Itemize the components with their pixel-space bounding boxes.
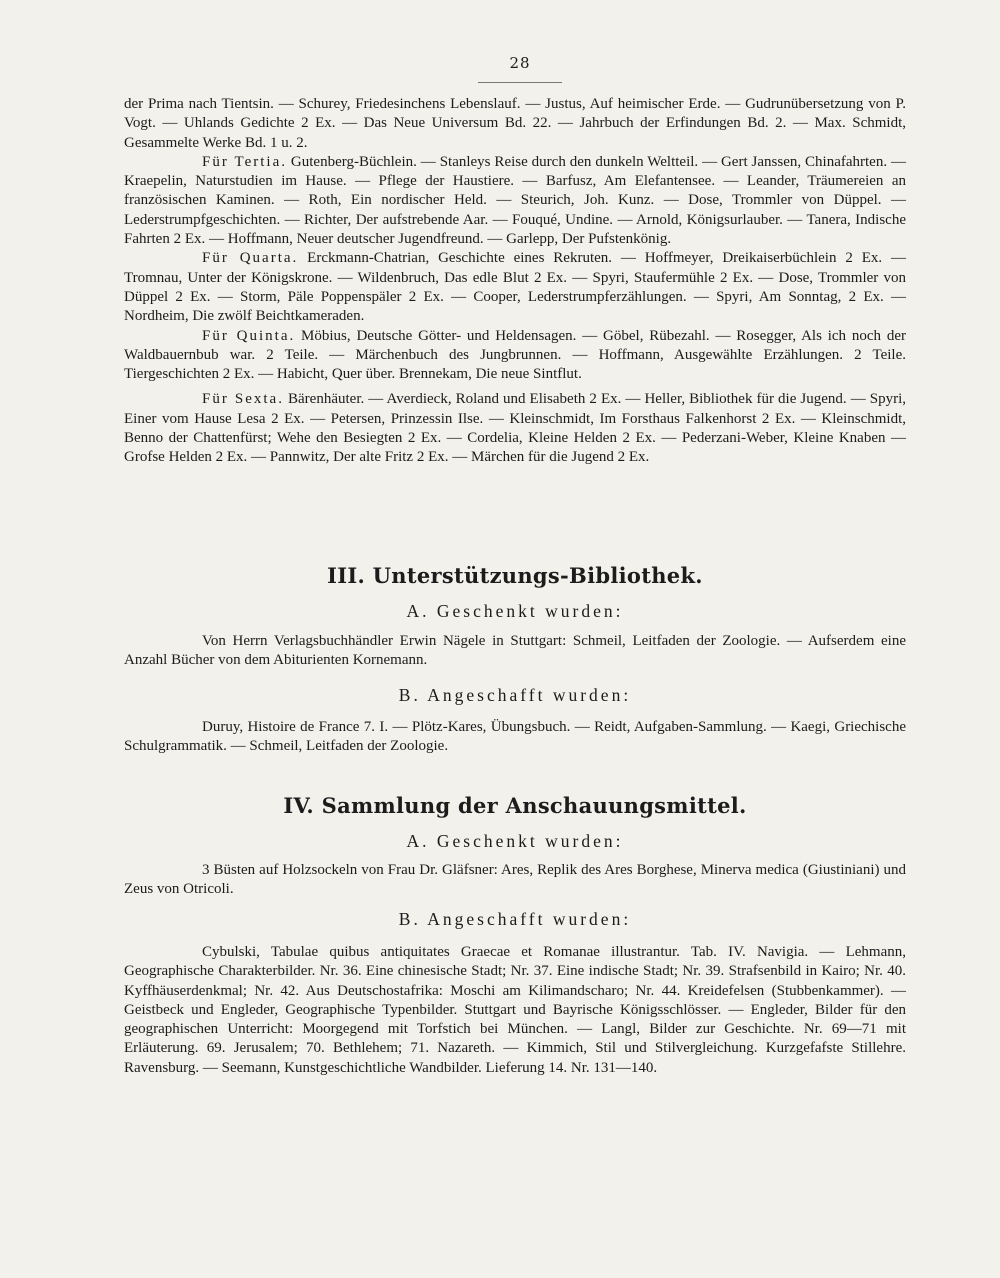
- reading-list: [124, 95, 906, 468]
- sexta-paragraph: [124, 390, 906, 467]
- quinta-paragraph: [124, 327, 906, 385]
- sexta-text: Bärenhäuter. — Averdieck, Roland und Elisabeth 2 Ex. — Heller, Bibliothek für die Jugend. — Spyri, Einer vom Hause Lesa 2 Ex. — Petersen, Prinzessin Ilse. — Kleinschmidt, Im Forsthaus Falkenhorst 2 Ex. — Kleinschmidt, Benno der Chattenfürst; Wehe den Besiegten 2 Ex. — Cordelia, Kleine Helden 2 Ex. — Pederzani-Weber, Kleine Knaben — Grofse Helden 2 Ex. — Pannwitz, Der alte Fritz 2 Ex. — Märchen für die Jugend 2 Ex.: [124, 391, 906, 466]
- page-number: 28: [509, 54, 531, 72]
- section-iv-gifts-text: 3 Büsten auf Holzsockeln von Frau Dr. Gläfsner: Ares, Replik des Ares Borghese, Minerva medica (Giustiniani) und Zeus von Otricoli.: [124, 862, 906, 898]
- tertia-paragraph: [124, 153, 906, 249]
- section-iii-gifts-heading: A. Geschenkt wurden:: [406, 601, 624, 621]
- section-iv-gifts-heading: A. Geschenkt wurden:: [406, 831, 624, 851]
- section-iv-purchases-block: [124, 943, 906, 1078]
- page-number-rule: [478, 82, 562, 83]
- section-iv-purchases-heading: B. Angeschafft wurden:: [398, 909, 632, 929]
- section-iii-gifts-block: [124, 632, 906, 671]
- prima-continued-paragraph: der Prima nach Tientsin. — Schurey, Friedesinchens Lebenslauf. — Justus, Auf heimischer Erde. — Gudrunübersetzung von P. Vogt. — Uhlands Gedichte 2 Ex. — Das Neue Universum Bd. 22. — Jahrbuch der Erfindungen Bd. 2. — Max. Schmidt, Gesammelte Werke Bd. 1 u. 2.: [124, 96, 906, 151]
- quarta-label: Für Quarta.: [202, 250, 299, 267]
- section-iii-purchases-heading: B. Angeschafft wurden:: [398, 685, 632, 705]
- quarta-text: Erckmann-Chatrian, Geschichte eines Rekruten. — Hoffmeyer, Dreikaiserbüchlein 2 Ex. — Tromnau, Unter der Königskrone. — Wildenbruch, Das edle Blut 2 Ex. — Spyri, Staufermühle 2 Ex. — Dose, Trommler von Düppel 2 Ex. — Storm, Päle Poppenspäler 2 Ex. — Cooper, Lederstrumpferzählungen. — Spyri, Am Sonntag, 2 Ex. — Nordheim, Die zwölf Beichtkameraden.: [124, 250, 907, 325]
- section-iii-purchases-text: Duruy, Histoire de France 7. I. — Plötz-Kares, Übungsbuch. — Reidt, Aufgaben-Sammlung. — Kaegi, Griechische Schulgrammatik. — Schmeil, Leitfaden der Zoologie.: [124, 719, 906, 755]
- sexta-label: Für Sexta.: [202, 391, 284, 408]
- section-iii-gifts-text: Von Herrn Verlagsbuchhändler Erwin Nägele in Stuttgart: Schmeil, Leitfaden der Zoologie. — Aufserdem eine Anzahl Bücher von dem Abiturienten Kornemann.: [124, 633, 906, 669]
- section-iv-purchases-text: Cybulski, Tabulae quibus antiquitates Graecae et Romanae illustrantur. Tab. IV. Navigia. — Lehmann, Geographische Charakterbilder. Nr. 36. Eine chinesische Stadt; Nr. 37. Eine indische Stadt; Nr. 39. Strafsenbild in Kairo; Nr. 40. Kyffhäuserdenkmal; Nr. 42. Aus Deutschostafrika: Moschi am Kilimandscharo; Nr. 44. Kreidefelsen (Stubbenkammer). — Geistbeck und Engleder, Geographische Typenbilder. Stuttgart und Bayrische Königsschlösser. — Engleder, Bilder für den geographischen Unterricht: Moorgegend mit Torfstich bei München. — Langl, Bilder zur Geschichte. Nr. 69—71 mit Erläuterung. 69. Jerusalem; 70. Bethlehem; 71. Nazareth. — Kimmich, Stil und Stilvergleichung. Kurzgefafste Stillehre. Ravensburg. — Seemann, Kunstgeschichtliche Wandbilder. Lieferung 14. Nr. 131—140.: [124, 944, 906, 1076]
- section-iii-purchases-block: [124, 718, 906, 757]
- section-iv-heading: IV. Sammlung der Anschauungsmittel.: [283, 793, 747, 818]
- section-iii-heading: III. Unterstützungs-Bibliothek.: [327, 563, 703, 588]
- quinta-label: Für Quinta.: [202, 327, 296, 344]
- section-iv-gifts-block: [124, 861, 906, 900]
- tertia-label: Für Tertia.: [202, 153, 287, 170]
- tertia-text: Gutenberg-Büchlein. — Stanleys Reise durch den dunkeln Weltteil. — Gert Janssen, Chinafahrten. — Kraepelin, Naturstudien im Hause. — Pflege der Haustiere. — Barfusz, Am Elefantensee. — Leander, Träumereien an französischen Kaminen. — Roth, Ein nordischer Held. — Steurich, Joh. Kunz. — Dose, Trommler von Düppel. — Lederstrumpfgeschichten. — Richter, Der aufstrebende Aar. — Fouqué, Undine. — Arnold, Königsurlauber. — Tanera, Indische Fahrten 2 Ex. — Hoffmann, Neuer deutscher Jugendfreund. — Garlepp, Der Pufstenkönig.: [124, 153, 907, 248]
- quinta-text: Möbius, Deutsche Götter- und Heldensagen. — Göbel, Rübezahl. — Rosegger, Als ich noch der Waldbauernbub war. 2 Teile. — Märchenbuch des Jungbrunnen. — Hoffmann, Ausgewählte Erzählungen. 2 Teile. Tiergeschichten 2 Ex. — Habicht, Quer über. Brennekam, Die neue Sintflut.: [124, 327, 906, 383]
- quarta-paragraph: [124, 249, 906, 326]
